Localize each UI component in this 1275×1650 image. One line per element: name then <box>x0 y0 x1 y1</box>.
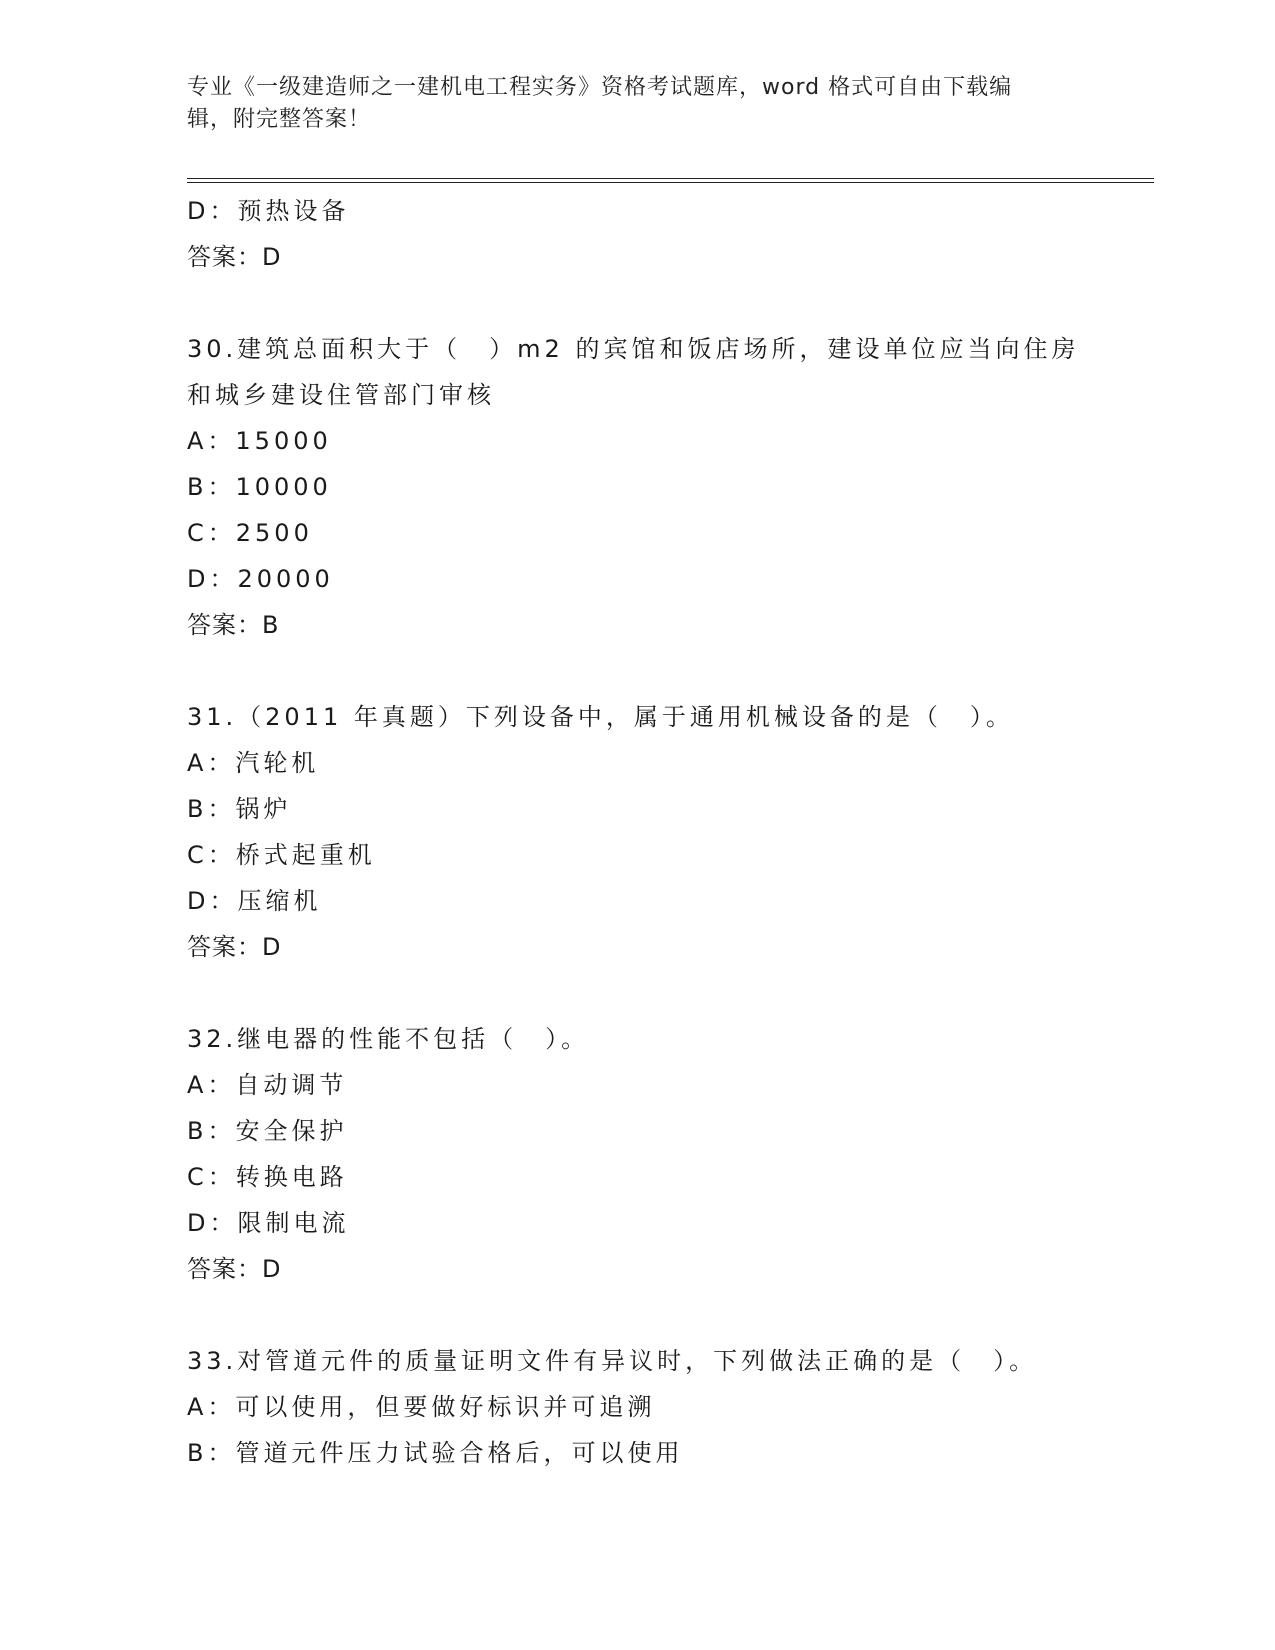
option-a: A：15000 <box>187 427 332 455</box>
spacer <box>187 280 1127 326</box>
option-b: B：管道元件压力试验合格后，可以使用 <box>187 1439 684 1467</box>
question-stem: 31.（2011 年真题）下列设备中，属于通用机械设备的是（ ）。 <box>187 703 1014 731</box>
option-d: D：20000 <box>187 565 334 593</box>
option-a: A：自动调节 <box>187 1071 348 1099</box>
option-d: D：压缩机 <box>187 887 322 915</box>
question-list <box>187 188 1127 1476</box>
question-stem: 30.建筑总面积大于（ ）m2 的宾馆和饭店场所，建设单位应当向住房 <box>187 335 1080 363</box>
document-header <box>187 72 1087 136</box>
option-c: C：转换电路 <box>187 1163 348 1191</box>
question-stem: 32.继电器的性能不包括（ ）。 <box>187 1025 590 1053</box>
header-divider-top <box>187 178 1154 179</box>
option-a: A：汽轮机 <box>187 749 320 777</box>
question-31 <box>187 694 1127 970</box>
option-a: A：可以使用，但要做好标识并可追溯 <box>187 1393 656 1421</box>
spacer <box>187 648 1127 694</box>
header-line-2: 辑，附完整答案！ <box>187 107 372 132</box>
option-b: B：10000 <box>187 473 332 501</box>
option-c: C：桥式起重机 <box>187 841 376 869</box>
option-b: B：安全保护 <box>187 1117 348 1145</box>
option-d: D：限制电流 <box>187 1209 350 1237</box>
question-30 <box>187 326 1127 648</box>
question-stem-continued: 和城乡建设住管部门审核 <box>187 381 495 409</box>
option-d: D：预热设备 <box>187 197 350 225</box>
answer-line: 答案：D <box>187 1255 282 1283</box>
spacer <box>187 970 1127 1016</box>
spacer <box>187 1292 1127 1338</box>
answer-line: 答案：B <box>187 611 280 639</box>
answer-line: 答案：D <box>187 933 282 961</box>
header-divider-bottom <box>187 182 1154 183</box>
question-33 <box>187 1338 1127 1476</box>
answer-line: 答案：D <box>187 243 282 271</box>
option-b: B：锅炉 <box>187 795 292 823</box>
header-line-1: 专业《一级建造师之一建机电工程实务》资格考试题库，word 格式可自由下载编 <box>187 75 1013 100</box>
question-32 <box>187 1016 1127 1292</box>
option-c: C：2500 <box>187 519 313 547</box>
question-stem: 33.对管道元件的质量证明文件有异议时，下列做法正确的是（ ）。 <box>187 1347 1038 1375</box>
